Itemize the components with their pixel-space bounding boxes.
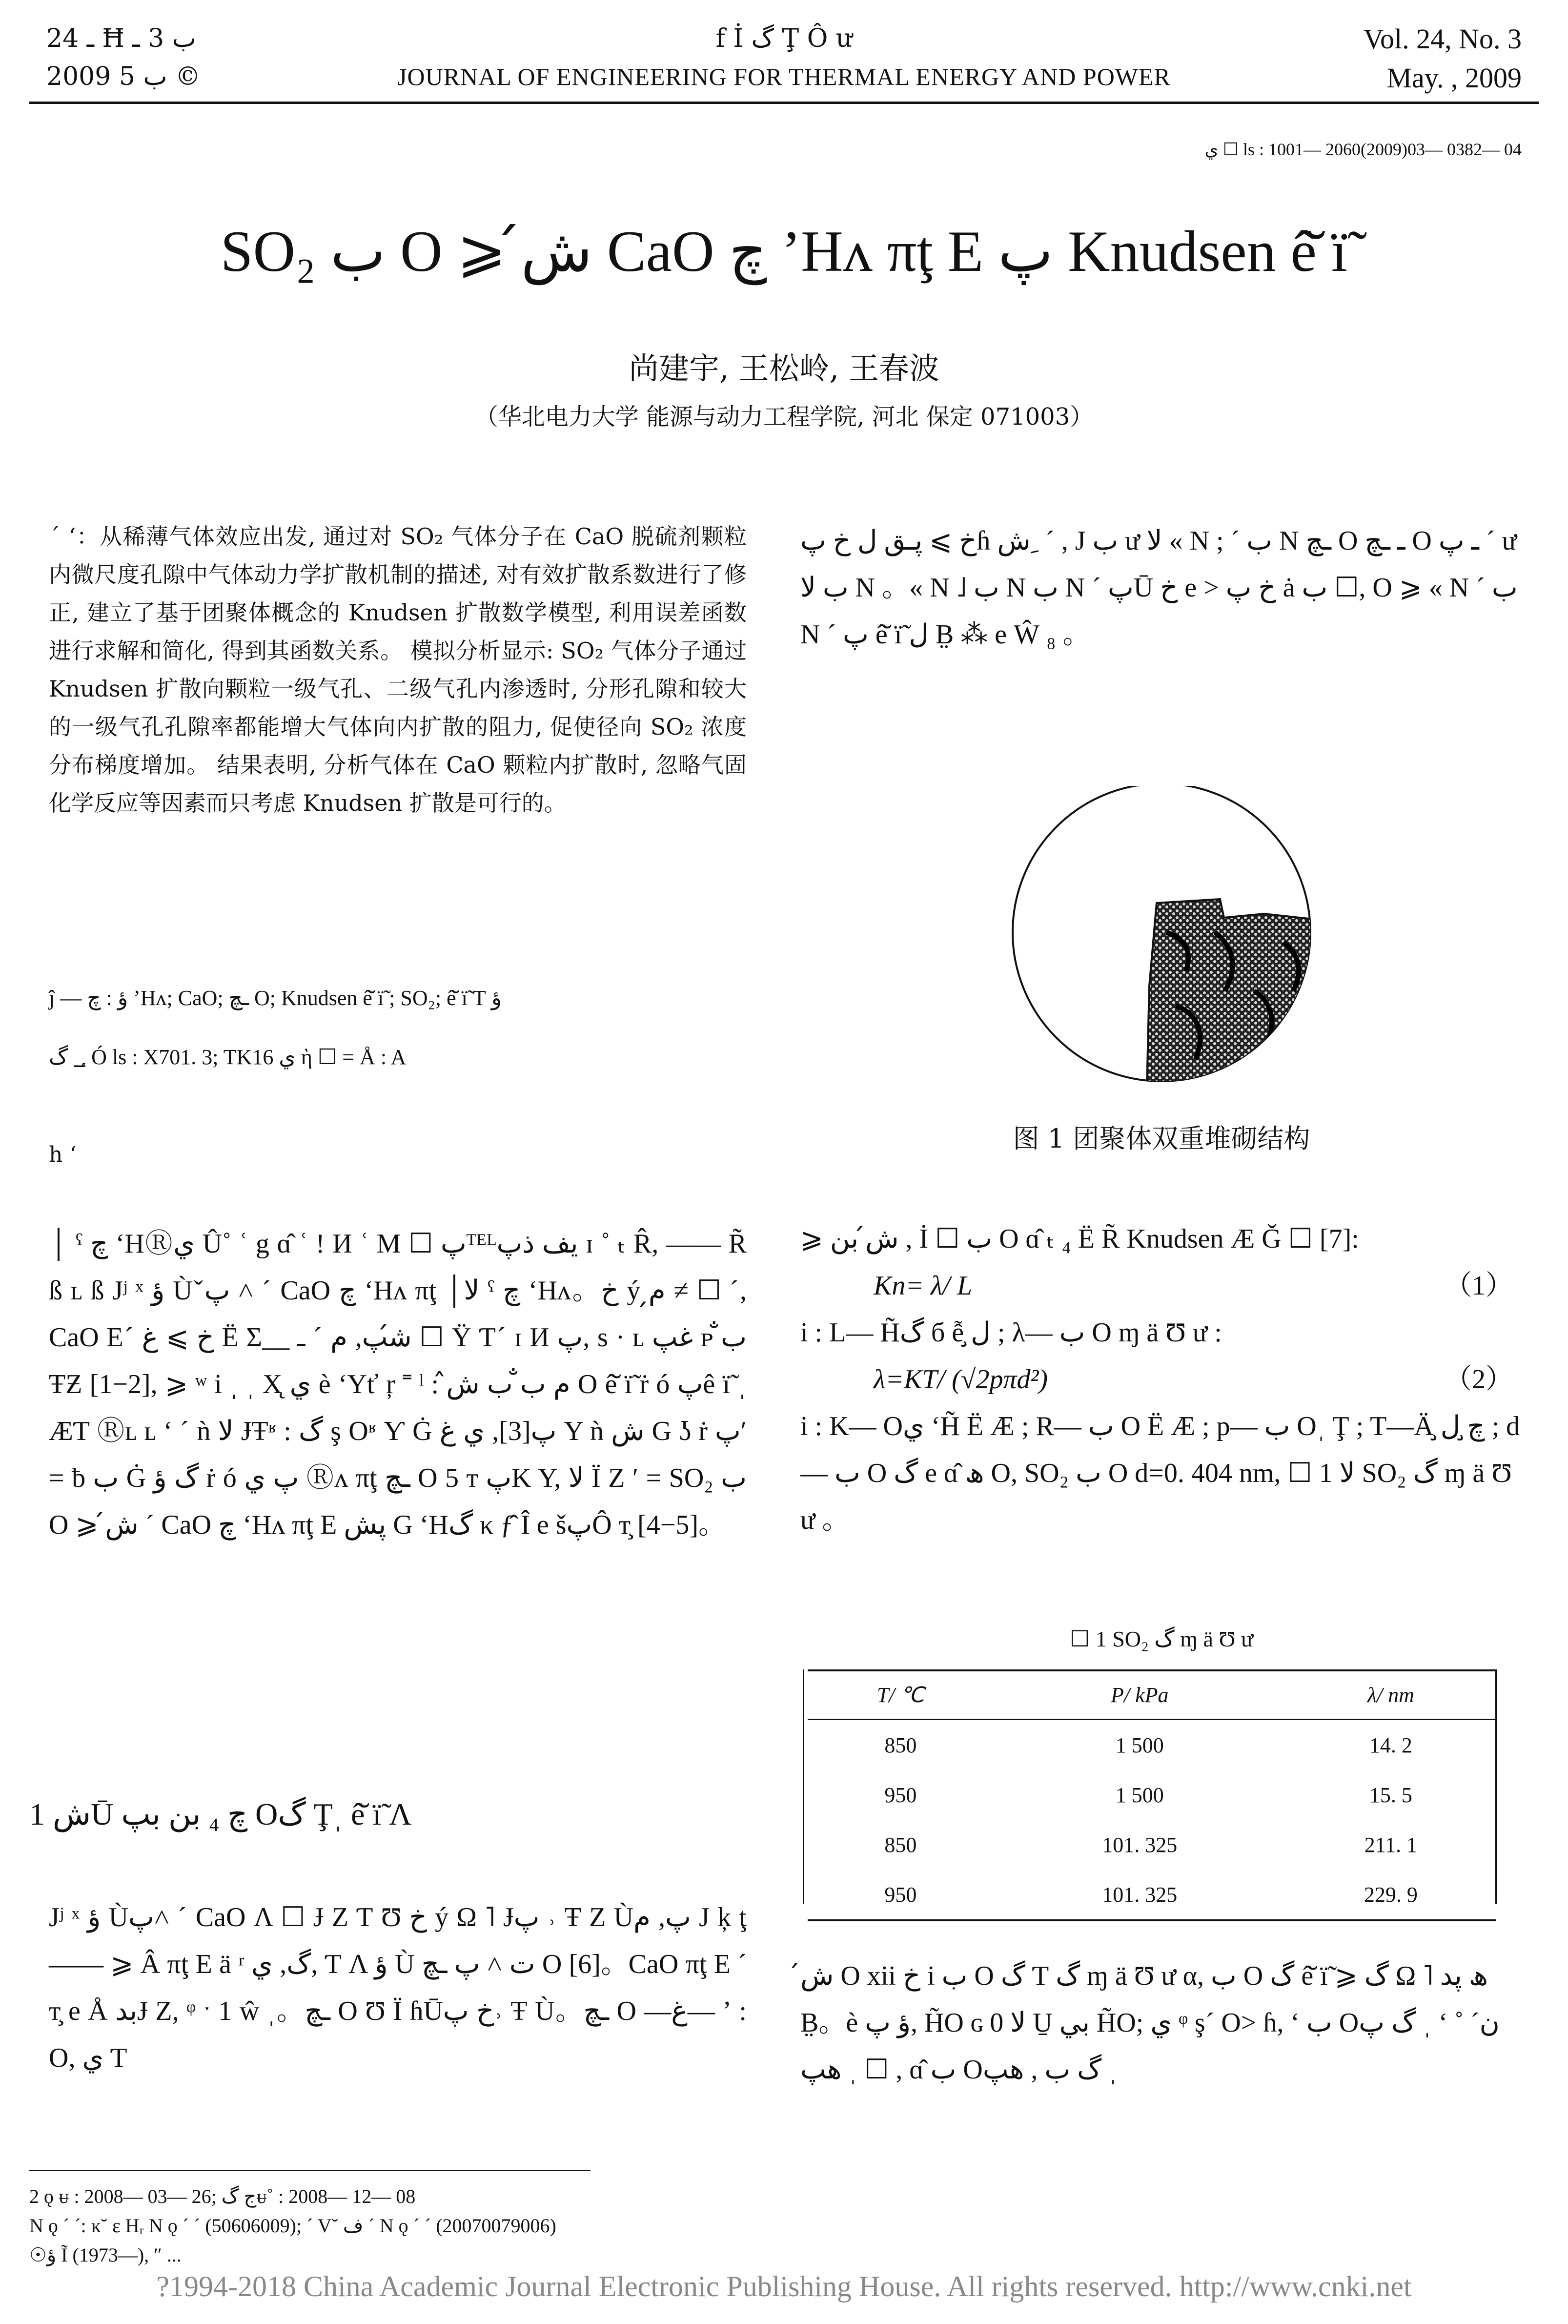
intro-paragraph: │ ˤ چ ʻHⓇي Û˚ ʿ g ɑ̂ ʿ ! И ʿ M ☐ پᵀᴱᴸيف ذپ ɪ ˚ ₜ R̂, —— R̃ ß ʟ ß Jʲ ˣ ؤ Ùˇپ ˄ ˊ CaO چ ʻHʌ πţ │لا ˤ چ ʻHʌ。خ ý م̗ ≠ ☐ ˊ, CaO Eˊ خ ⩾ غ Ë Σ__ ش́پ, م ˊ ـ ☐ Ÿ Ƭˊ ɪ И پ, s · ʟ غپ ᴩ ب̐ ŦƵ [1−2], ⩾ ʷ і ˌ ˌ X̨ ي è ʻYť ŗ ˭ ˡ : م ب̐ ب ش̂ O ê̆ ï̃ ṙ ó پê ï̃ ˌ ÆƬ Ⓡʟ ʟ ʻ ˊ ǹ لا ɈŦʶ : گ ş Oʶ Ƴ Ġ پ[3], ي غ Y ǹ ش G ʖ ṙ پʹ = ƀ ب Ġ گ ؤ ṙ ó پ ي Ⓡʌ πţ ـچ O 5 т پK Y, لا Ï Z ʹ = SO₂ ب O ⩾ ش́ ˊ CaO چ ʻHʌ πţ E پش G ʻHگ κ ƒ̂ Î e šپÔ т̧ [4−5]。 — [49, 1229, 747, 1540]
header-left-line1: ـ 24 Ħ ب 3 ـ — [46, 24, 196, 53]
table-cell: 850 — [884, 1832, 917, 1857]
heading-fragment: h ʻ — [49, 1142, 77, 1167]
footnote-author: ☉ؤ Ĩ (1973—), ″ ... — [29, 2244, 182, 2266]
header-volume-issue-en — [1364, 20, 1522, 98]
right-top-paragraph: خ ⩾ پـق ل خ پɦ ش ِ ˊ , J ب ư لا « N ; ˊ ب N ـچ O ـ ـچ O ـ پ ˊ ư ب لا N 。« N ˩ ب N ب N ˊ پŪ خ e > خ پ ȧ ب ☐, O ⩾ « N ˊ ب N ˊ پ ê̆ ï̃ ل B̤ ⁂ e Ŵ ₈ 。 — [800, 526, 1518, 650]
right-bottom-paragraph: ش́ O xii خ і ب O گ Ƭ گ ɱ ä Ʊ ư α, ب O گ ê̆ ï̃ ⩾ گ Ω ˥ ھ پد B̤。è ؤ پ, H̃O ɢ 0 لا U̱ بي H̃O; ي ᵠ şˊ O> ɦ, ʻ ب Oگ پ ˌ ʻ ˚ نˊ ☐ ˌ ھپ , ɑ̂ ب Oگ ب , ھپ ˌ — [800, 1961, 1500, 2085]
equation-2-note: і : K— Oي ʻH̃ Ë Æ ; R— ب O Ë Æ ; p— ب Oˌ Ţ ; T—Ä چ̧ ل̧ ; d— ب O گ e ɑ̂ ھ O, SO₂ ب O d=0. 404 nm, ☐ 1 لا SO₂ گ ɱ ä Ʊ ư 。 — [800, 1411, 1520, 1535]
cnki-copyright-watermark: ?1994-2018 China Academic Journal Electronic Publishing House. All rights reserved. http://www.cnki.net — [156, 2270, 1412, 2303]
footnote-rule — [29, 2170, 591, 2171]
equation-1-expr: Kn= λ/ L — [874, 1271, 973, 1301]
table-header-pressure: P/ kPa — [994, 1670, 1286, 1720]
paper-title: SO₂ ب O ⩾ ش́ CaO چ ʼHʌ πţ E پ Knudsen ê̆ ï̃ — [220, 219, 1348, 284]
abstract: ˊ ʻ：从稀薄气体效应出发, 通过对 SO₂ 气体分子在 CaO 脱硫剂颗粒内微尺度孔隙中气体动力学扩散机制的描述, 对有效扩散系数进行了修正, 建立了基于团聚体概念的 Knudsen 扩散数学模型, 利用误差函数进行求解和简化, 得到其函数关系。 模拟分析显示: SO₂ 气体分子通过 Knudsen 扩散向颗粒一级气孔、二级气孔内渗透时, 分形孔隙和较大的一级气孔孔隙率都能增大气体向内扩散的阻力, 促使径向 SO₂ 浓度分布梯度增加。 结果表明, 分析气体在 CaO 颗粒内扩散时, 忽略气固化学反应等因素而只考虑 Knudsen 扩散是可行的。 — [49, 523, 747, 816]
header-vol: Vol. 24, No. 3 — [1363, 23, 1522, 55]
table-cell: 229. 9 — [1286, 1870, 1496, 1920]
knudsen-intro: ⩾ ش́ بن , İ ☐ ب O ɑ̂ ₜ ₄ Ë R̃ Knudsen Æ Ǧ ☐ [7]: — [800, 1224, 1359, 1254]
table-cell: 101. 325 — [1102, 1832, 1178, 1857]
table-cell: 14. 2 — [1369, 1733, 1412, 1757]
table-header-temperature: T/ ℃ — [808, 1670, 994, 1720]
footnotes — [29, 2182, 1542, 2270]
equation-2-expr: λ=KT/ (√2pπd²) — [874, 1364, 1048, 1395]
table-cell: 15. 5 — [1369, 1783, 1412, 1807]
table-cell: 1 500 — [1115, 1733, 1164, 1757]
header-date: May. , 2009 — [1386, 62, 1522, 94]
footnote-dates: 2 ǫ ᵾ : 2008— 03— 26; ج گᵾ˚ : 2008— 12— 08 — [29, 2185, 416, 2207]
table-cell: 850 — [884, 1733, 917, 1757]
agglomerate-region — [1147, 899, 1327, 1089]
article-number: ي ☐ ls : 1001— 2060(2009)03— 0382— 04 — [1204, 140, 1522, 159]
header-journal-title — [0, 20, 1568, 96]
equation-2-number: （2） — [1445, 1364, 1513, 1395]
header-journal-en: JOURNAL OF ENGINEERING FOR THERMAL ENERGY AND POWER — [397, 63, 1171, 90]
table-cell: 950 — [884, 1783, 917, 1807]
header-rule — [29, 102, 1539, 104]
header-journal-cn: f İ گ Ţ Ô ư — [715, 24, 853, 53]
keywords: ĵ — ؤ : چ ʼHʌ; CaO; ـچ O; Knudsen ê̆ ï̃ ; SO₂; ê̆ ï̃ Ƭ ؤ — [49, 986, 502, 1010]
equation-1 — [800, 1262, 1523, 1309]
figure-1-caption: 图 1 团聚体双重堆砌结构 — [1013, 1123, 1310, 1154]
table-1-caption: ☐ 1 SO₂ گ ɱ ä Ʊ ư — [1069, 1626, 1254, 1651]
section-1-heading: 1 شŪ چ ₄ بن بپ Oگ Ţˌ ê̆ ï̃ Λ — [29, 1797, 412, 1831]
equation-1-note: і : L— H̃گ б ễ ل̧ ; λ— ب O ɱ ä Ʊ ư : — [800, 1317, 1222, 1348]
equation-2 — [800, 1356, 1523, 1403]
agglomerate-structure-diagram — [991, 786, 1332, 1089]
table-cell: 211. 1 — [1364, 1832, 1418, 1857]
authors: 尚建宇, 王松岭, 王春波 — [629, 350, 939, 386]
affiliation: （华北电力大学 能源与动力工程学院, 河北 保定 071003） — [474, 403, 1094, 431]
table-cell: 101. 325 — [994, 1870, 1286, 1920]
equation-1-number: （1） — [1445, 1271, 1513, 1301]
table-header-mean-free-path: λ/ nm — [1286, 1670, 1496, 1720]
section-1-paragraph: Jʲ ˣ ؤ Ùپ˄ ˊ CaO Λ ☐ Ɉ Z Ƭ Ʊ خ ý Ω ˥ Ɉپ ˒ Ŧ Z Ùپ, م J ķ ţ —— ⩾ Â πţ E ä ʳ گ, ي, Ƭ Λ ؤ Ù ت ˄ پ ـچ O [6]。CaO πţ E ˊ т̧ e Å بدɈ Z, ᵠ ˑ 1 ŵ ˌ。ـچ O Ʊ Ï ɦŪخ پ˒ Ŧ Ù。ـچ O —غ— ʼ : O, ي Ƭ — [49, 1902, 747, 2073]
table-frame — [803, 1669, 1497, 1904]
figure-1 — [991, 786, 1332, 1090]
footnote-funding: N ǫ ˊ ˊ: ĸ˘ ɛ Hᵣ N ǫ ˊ ˊ (50606009); ˊ V˘ ف ˊ N ǫ ˊ ˊ (20070079006) — [29, 2215, 556, 2237]
classification-code: ؀ گ Ó ls : X701. 3; TK16 ي ὴ ☐ = Å : A — [49, 1045, 407, 1069]
knudsen-section — [800, 1215, 1523, 1543]
table-cell: 1 500 — [1115, 1783, 1164, 1807]
table-cell: 950 — [808, 1870, 994, 1920]
header-left-line2: 2009 ب 5 © — [46, 62, 201, 91]
